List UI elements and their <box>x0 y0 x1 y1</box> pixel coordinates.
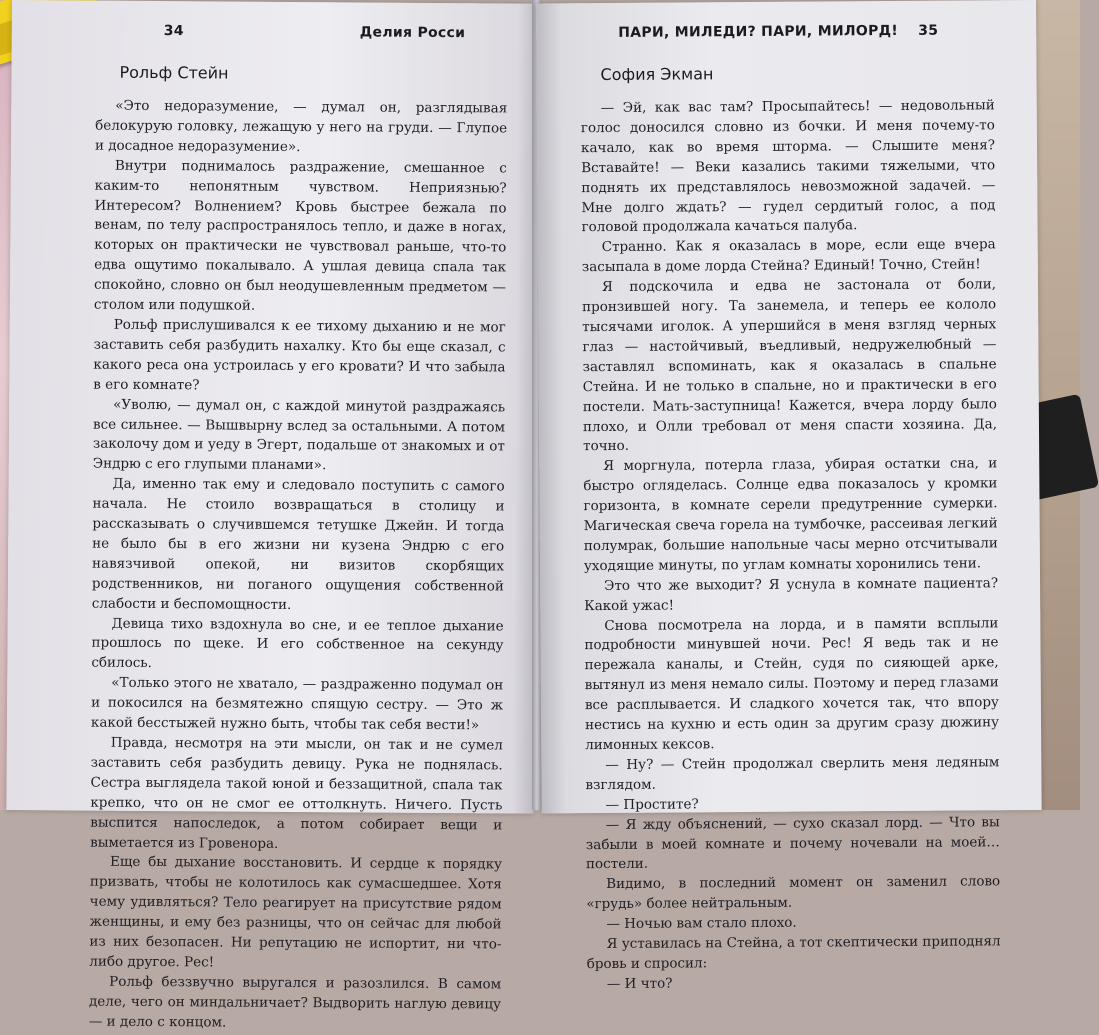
paragraph: Правда, несмотря на эти мысли, он так и не сумел заставить себя разбудить девицу. Рука не поднялась. Сестра выглядела такой юной и беззащитной, спала так крепко, что он не смог ее оттолкнуть. Ничего. Пусть выспится напоследок, а потом собирает вещи и выметается из Гровенора. <box>90 734 503 852</box>
running-head-right: ПАРИ, МИЛЕДИ? ПАРИ, МИЛОРД! <box>618 22 899 41</box>
paragraph: Я моргнула, потерла глаза, убирая остатки сна, и быстро огляделась. Солнце едва показалось у кромки горизонта, в комнате серели предутренние сумерки. Магическая свеча горела на тумбочке, рассеивая легкий полумрак, большие напольные часы мерно отсчитывали уходящие минуты, по углам комнаты хоронились тени. <box>583 455 998 575</box>
paragraph: «Уволю, — думал он, с каждой минутой раздражаясь все сильнее. — Вышвырну вслед за остальными. А потом заколочу дом и уеду в Эгерт, подальше от знакомых и от Эндрю с его глупыми планами». <box>92 396 506 474</box>
chapter-heading-left: Рольф Стейн <box>119 62 229 83</box>
paragraph: — Эй, как вас там? Просыпайтесь! — недовольный голос доносился словно из бочки. И меня почему-то качало, как во время шторма. — Слышите меня? Вставайте! — Веки казались такими тяжелыми, что поднять их представлялось невозможной задачей. — Мне долго ждать? — гудел сердитый голос, а под головой продолжала качаться палуба. <box>580 97 996 236</box>
left-page <box>6 0 539 1031</box>
running-head-left: Делия Росси <box>359 24 466 42</box>
right-page <box>536 0 1042 992</box>
chapter-heading-right: София Экман <box>600 64 714 85</box>
paragraph: — И что? <box>606 975 673 992</box>
right-page-text <box>581 96 1001 995</box>
paragraph: Рольф прислушивался к ее тихому дыханию и не мог заставить себя разбудить нахалку. Кто бы еще сказал, с какого реса она устроилась у его кровати? И что забыла в его комнате? <box>93 316 506 394</box>
paragraph: — Ночью вам стало плохо. <box>606 914 797 933</box>
page-number-right: 35 <box>918 22 939 39</box>
paragraph: Рольф беззвучно выругался и разозлился. В самом деле, чего он миндальничает? Выдворить наглую девицу — и дело с концом. <box>88 973 502 1031</box>
left-page-text <box>89 97 508 1035</box>
paragraph: Да, именно так ему и следовало поступить с самого начала. Не стоило возвращаться в столицу и рассказывать о случившемся тетушке Джейн. И тогда не было бы в его жизни ни кузена Эндрю с его навязчивой опекой, ни визитов скорбящих родственников, ни поганого ощущения собственной слабости и беспомощности. <box>91 475 505 613</box>
page-number-left: 34 <box>163 23 184 40</box>
paragraph: Девица тихо вздохнула во сне, и ее теплое дыхание прошлось по щеке. И его собственное на секунду сбилось. <box>91 615 504 672</box>
paragraph: — Ну? — Стейн продолжал сверлить меня ледяным взглядом. <box>585 754 1000 793</box>
paragraph: Видимо, в последний момент он заменил слово «грудь» более нейтральным. <box>586 873 1001 913</box>
paragraph: Это что же выходит? Я уснула в комнате пациента? Какой ужас! <box>584 575 999 614</box>
paragraph: Внутри поднималось раздражение, смешанное с каким-то непонятным чувством. Неприязнью? Интересом? Волнением? Кровь быстрее бежала по венам, по телу распространялось тепло, и даже в ногах, которых он практически не чувствовал раньше, что-то едва ощутимо покалывало. А ушлая девица спала так спокойно, словно он был неодушевленным предметом — столом или подушкой. <box>93 157 507 314</box>
paragraph: «Только этого не хватало, — раздраженно подумал он и покосился на безмятежно спящую сестру. — Это ж какой бесстыжей нужно быть, чтобы так себя вести!» <box>90 674 504 734</box>
paragraph: Я уставилась на Стейна, а тот скептически приподнял бровь и спросил: <box>586 933 1001 973</box>
paragraph: Я подскочила и едва не застонала от боли, пронзившей ногу. Та занемела, и теперь ее кололо тысячами иголок. А упершийся в меня взгляд черных глаз — настойчивый, въедливый, недружелюбный — заставлял вспоминать, как я оказалась в спальне Стейна. И не только в спальне, но и практически в его постели. Мать-заступница! Кажется, вчера лорду было плохо, и Олли требовал от меня спасти хозяина. Да, точно. <box>582 276 998 455</box>
paragraph: Еще бы дыхание восстановить. И сердце к порядку призвать, чтобы не колотилось как сумасшедшее. Хотя чему удивляться? Тело реагирует на присутствие рядом женщины, и ему без разницы, что он сейчас для любой из них безопасен. Ни репутацию не испортит, ни что-либо другое. Рес! <box>89 854 503 971</box>
paragraph: — Простите? <box>605 796 699 813</box>
paragraph: — Я жду объяснений, — сухо сказал лорд. — Что вы забыли в моей комнате и почему ночевали на моей… постели. <box>585 813 1000 873</box>
paragraph: «Это недоразумение, — думал он, разглядывая белокурую головку, лежащую у него на груди. — Глупое и досадное недоразумение». <box>94 97 508 155</box>
paragraph: Снова посмотрела на лорда, и в памяти всплыли подробности минувшей ночи. Рес! Я ведь так и не пережала каналы, и Стейн, судя по сияющей арке, вытянул из меня немало силы. Поэтому и перед глазами все расплывается. И сладкого хочется так, что впору нестись на кухню и есть один за другим сразу дюжину лимонных кексов. <box>584 614 1000 754</box>
paragraph: Странно. Как я оказалась в море, если еще вчера засыпала в доме лорда Стейна? Единый! Точно, Стейн! <box>581 236 996 276</box>
